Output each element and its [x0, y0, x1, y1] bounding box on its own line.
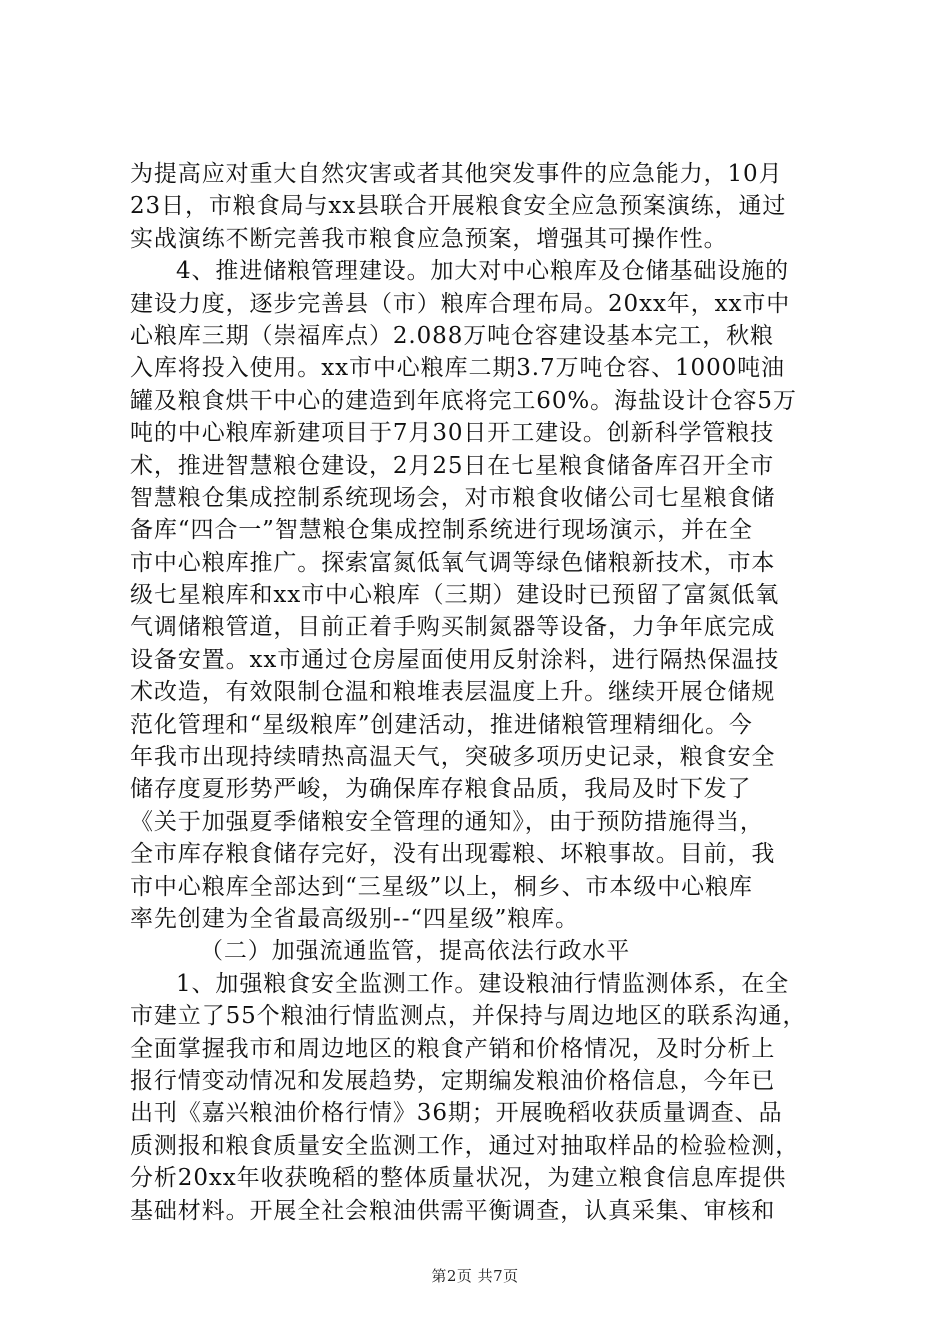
- document-body: [130, 158, 830, 1227]
- body-line: 气调储粮管道，目前正着手购买制氮器等设备，力争年底完成: [130, 614, 776, 641]
- body-line: 术，推进智慧粮仓建设，2月25日在七星粮食储备库召开全市: [130, 452, 775, 479]
- section-heading: （二）加强流通监管，提高依法行政水平: [200, 938, 631, 965]
- page-number-footer: 第2页 共7页: [431, 1267, 519, 1285]
- body-line: 级七星粮库和xx市中心粮库（三期）建设时已预留了富氮低氧: [130, 582, 780, 609]
- body-line: 出刊《嘉兴粮油价格行情》36期；开展晚稻收获质量调查、品: [130, 1100, 783, 1127]
- body-line: 心粮库三期（崇福库点）2.088万吨仓容建设基本完工，秋粮: [130, 322, 774, 349]
- body-line: 储存度夏形势严峻，为确保库存粮食品质，我局及时下发了: [130, 776, 752, 803]
- body-line: 入库将投入使用。xx市中心粮库二期3.7万吨仓容、1000吨油: [130, 355, 785, 382]
- body-line: 年我市出现持续晴热高温天气，突破多项历史记录，粮食安全: [130, 744, 776, 771]
- body-line: 市中心粮库全部达到“三星级”以上，桐乡、市本级中心粮库: [130, 873, 753, 900]
- body-line: 市中心粮库推广。探索富氮低氧气调等绿色储粮新技术，市本: [130, 549, 776, 576]
- paragraph-start-line: 4、推进储粮管理建设。加大对中心粮库及仓储基础设施的: [176, 258, 790, 285]
- body-line: 建设力度，逐步完善县（市）粮库合理布局。20xx年，xx市中: [130, 290, 791, 317]
- body-line: 质测报和粮食质量安全监测工作，通过对抽取样品的检验检测，: [130, 1132, 800, 1159]
- body-line: 全面掌握我市和周边地区的粮食产销和价格情况，及时分析上: [130, 1035, 776, 1062]
- body-line: 率先创建为全省最高级别--“四星级”粮库。: [130, 905, 579, 932]
- body-line: 23日，市粮食局与xx县联合开展粮食安全应急预案演练，通过: [130, 193, 787, 220]
- body-line: 为提高应对重大自然灾害或者其他突发事件的应急能力，10月: [130, 161, 783, 187]
- body-line: 吨的中心粮库新建项目于7月30日开工建设。创新科学管粮技: [130, 420, 775, 447]
- body-line: 《关于加强夏季储粮安全管理的通知》，由于预防措施得当，: [130, 808, 764, 835]
- body-line: 分析20xx年收获晚稻的整体质量状况，为建立粮食信息库提供: [130, 1165, 787, 1192]
- body-line: 术改造，有效限制仓温和粮堆表层温度上升。继续开展仓储规: [130, 679, 776, 706]
- body-line: 市建立了55个粮油行情监测点，并保持与周边地区的联系沟通，: [130, 1003, 807, 1030]
- body-line: 范化管理和“星级粮库”创建活动，推进储粮管理精细化。今: [130, 711, 753, 738]
- paragraph-start-line: 1、加强粮食安全监测工作。建设粮油行情监测体系，在全: [176, 970, 790, 997]
- body-line: 报行情变动情况和发展趋势，定期编发粮油价格信息，今年已: [130, 1067, 776, 1094]
- body-line: 实战演练不断完善我市粮食应急预案，增强其可操作性。: [130, 225, 728, 252]
- body-line: 基础材料。开展全社会粮油供需平衡调查，认真采集、审核和: [130, 1197, 776, 1224]
- body-line: 罐及粮食烘干中心的建造到年底将完工60%。海盐设计仓容5万: [130, 387, 797, 414]
- body-line: 备库“四合一”智慧粮仓集成控制系统进行现场演示，并在全: [130, 517, 753, 544]
- body-line: 设备安置。xx市通过仓房屋面使用反射涂料，进行隔热保温技: [130, 646, 780, 673]
- body-line: 智慧粮仓集成控制系统现场会，对市粮食收储公司七星粮食储: [130, 484, 776, 511]
- body-line: 全市库存粮食储存完好，没有出现霉粮、坏粮事故。目前，我: [130, 841, 776, 868]
